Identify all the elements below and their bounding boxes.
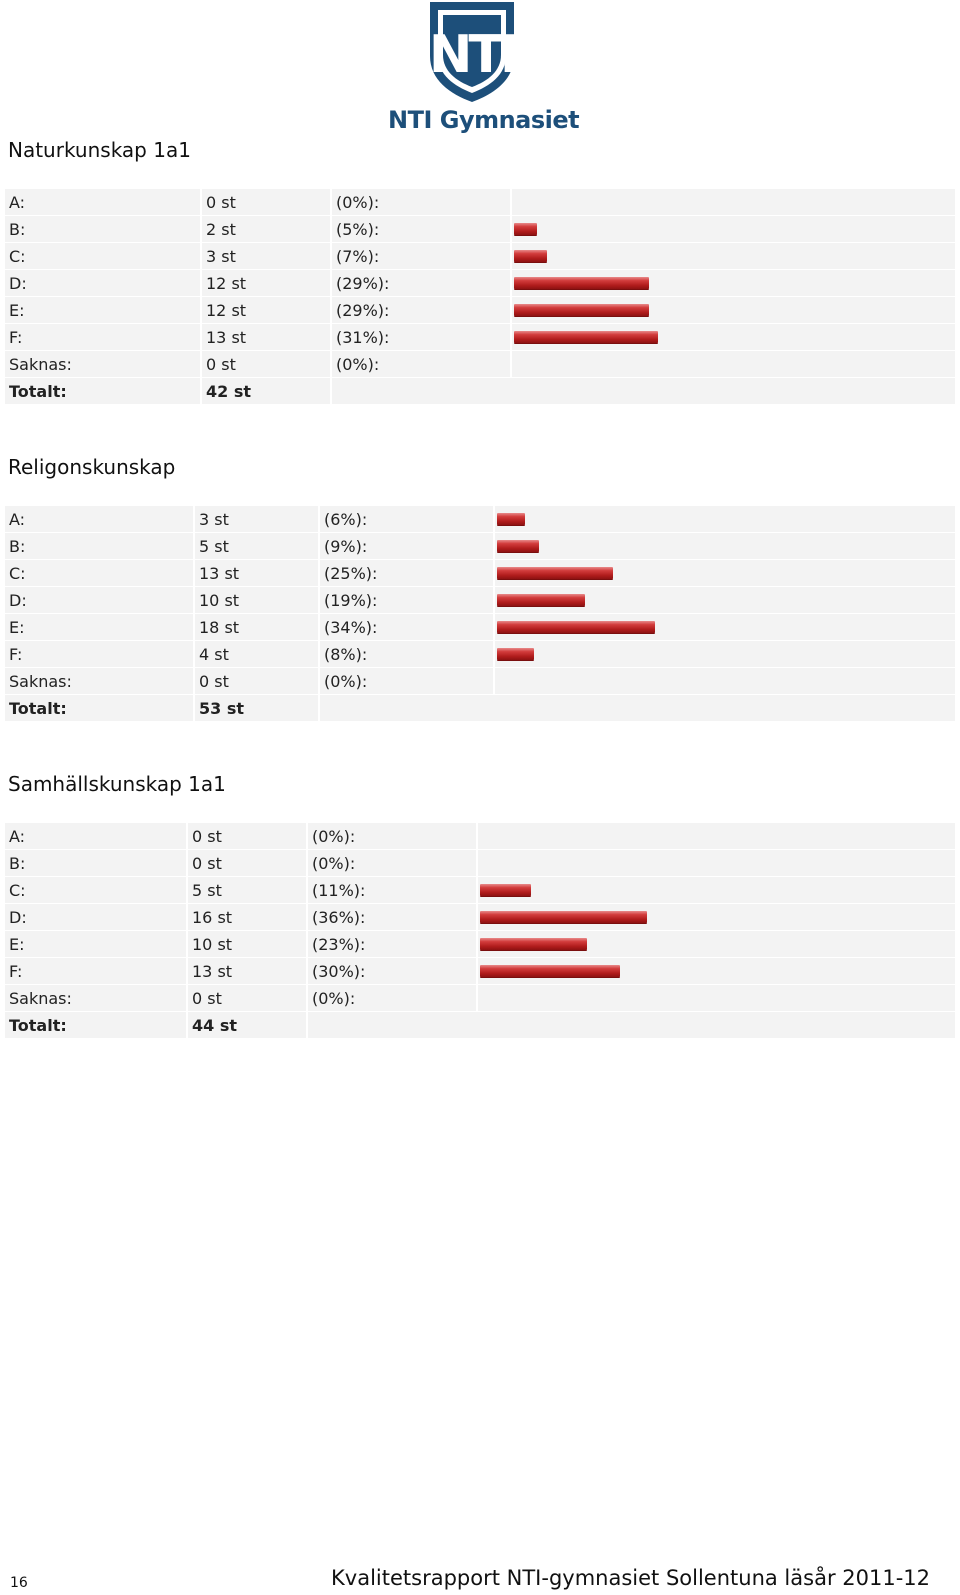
- total-row: [5, 378, 955, 404]
- grade-count: 0 st: [188, 985, 308, 1011]
- grade-percent: (11%):: [308, 877, 478, 903]
- bar-cell: [512, 189, 955, 215]
- total-spacer: [478, 1012, 955, 1038]
- grade-bar: [497, 567, 613, 579]
- table-row: [5, 560, 955, 586]
- grade-bar: [497, 594, 585, 606]
- grade-label: E:: [5, 931, 188, 957]
- grade-count: 13 st: [188, 958, 308, 984]
- grade-count: 5 st: [188, 877, 308, 903]
- grade-label: B:: [5, 216, 202, 242]
- footer-title: Kvalitetsrapport NTI-gymnasiet Sollentuna läsår 2011-12: [331, 1566, 930, 1590]
- section-title: Samhällskunskap 1a1: [8, 772, 226, 796]
- grade-label: A:: [5, 823, 188, 849]
- grade-percent: (36%):: [308, 904, 478, 930]
- total-count: 53 st: [195, 695, 320, 721]
- nti-shield-icon: [388, 0, 568, 104]
- grade-percent: (0%):: [308, 823, 478, 849]
- table-row: [5, 931, 955, 957]
- table-row: [5, 324, 955, 350]
- grade-percent: (25%):: [320, 560, 495, 586]
- table-row: [5, 297, 955, 323]
- table-row: [5, 823, 955, 849]
- section-title: Religonskunskap: [8, 455, 176, 479]
- grade-label: D:: [5, 587, 195, 613]
- bar-cell: [495, 614, 955, 640]
- grade-percent: (31%):: [332, 324, 512, 350]
- table-row: [5, 587, 955, 613]
- total-row: [5, 1012, 955, 1038]
- grade-bar: [480, 911, 647, 923]
- grade-count: 0 st: [202, 351, 332, 377]
- table-row: [5, 351, 955, 377]
- grade-count: 3 st: [195, 506, 320, 532]
- bar-cell: [495, 533, 955, 559]
- bar-cell: [495, 668, 955, 694]
- total-count: 42 st: [202, 378, 332, 404]
- bar-cell: [478, 823, 955, 849]
- grade-bar: [480, 938, 587, 950]
- table-row: [5, 614, 955, 640]
- grade-label: F:: [5, 324, 202, 350]
- grade-bar: [514, 277, 649, 289]
- grade-percent: (7%):: [332, 243, 512, 269]
- grade-bar: [480, 965, 620, 977]
- table-row: [5, 243, 955, 269]
- bar-cell: [512, 216, 955, 242]
- bar-cell: [512, 351, 955, 377]
- bar-cell: [512, 270, 955, 296]
- grade-count: 0 st: [202, 189, 332, 215]
- bar-cell: [478, 904, 955, 930]
- table-row: [5, 668, 955, 694]
- grade-bar: [497, 648, 534, 660]
- grade-label: Saknas:: [5, 985, 188, 1011]
- grade-bar: [497, 621, 655, 633]
- bar-cell: [512, 324, 955, 350]
- grade-label: C:: [5, 243, 202, 269]
- grade-label: C:: [5, 877, 188, 903]
- table-row: [5, 270, 955, 296]
- grade-count: 0 st: [195, 668, 320, 694]
- grade-percent: (5%):: [332, 216, 512, 242]
- grade-count: 4 st: [195, 641, 320, 667]
- bar-cell: [495, 506, 955, 532]
- total-count: 44 st: [188, 1012, 308, 1038]
- grade-label: A:: [5, 506, 195, 532]
- grade-label: Saknas:: [5, 668, 195, 694]
- grade-percent: (0%):: [332, 189, 512, 215]
- table-row: [5, 850, 955, 876]
- grade-label: D:: [5, 270, 202, 296]
- grade-bar: [514, 223, 537, 235]
- total-spacer: [512, 378, 955, 404]
- grade-count: 0 st: [188, 823, 308, 849]
- table-row: [5, 506, 955, 532]
- bar-cell: [478, 931, 955, 957]
- total-spacer: [332, 378, 512, 404]
- logo-mark-letters: NTI: [428, 25, 516, 85]
- bar-cell: [512, 243, 955, 269]
- table-row: [5, 904, 955, 930]
- grade-count: 5 st: [195, 533, 320, 559]
- bar-cell: [478, 850, 955, 876]
- grade-percent: (34%):: [320, 614, 495, 640]
- table-row: [5, 189, 955, 215]
- grade-percent: (0%):: [308, 850, 478, 876]
- table-row: [5, 958, 955, 984]
- table-row: [5, 877, 955, 903]
- total-label: Totalt:: [5, 378, 202, 404]
- grade-percent: (8%):: [320, 641, 495, 667]
- table-row: [5, 985, 955, 1011]
- total-spacer: [495, 695, 955, 721]
- grade-percent: (29%):: [332, 270, 512, 296]
- logo-text: NTI Gymnasiet: [388, 106, 580, 134]
- grade-bar: [497, 513, 525, 525]
- total-row: [5, 695, 955, 721]
- grade-percent: (23%):: [308, 931, 478, 957]
- grade-count: 3 st: [202, 243, 332, 269]
- grade-label: E:: [5, 297, 202, 323]
- bar-cell: [478, 958, 955, 984]
- grade-table: [5, 505, 955, 722]
- grade-label: C:: [5, 560, 195, 586]
- grade-percent: (9%):: [320, 533, 495, 559]
- grade-label: E:: [5, 614, 195, 640]
- grade-percent: (19%):: [320, 587, 495, 613]
- page-number: 16: [10, 1575, 28, 1591]
- grade-count: 0 st: [188, 850, 308, 876]
- grade-label: F:: [5, 958, 188, 984]
- grade-table: [5, 188, 955, 405]
- grade-percent: (0%):: [320, 668, 495, 694]
- table-row: [5, 216, 955, 242]
- table-row: [5, 533, 955, 559]
- grade-bar: [480, 884, 531, 896]
- total-label: Totalt:: [5, 695, 195, 721]
- grade-percent: (29%):: [332, 297, 512, 323]
- total-spacer: [320, 695, 495, 721]
- bar-cell: [495, 641, 955, 667]
- grade-table: [5, 822, 955, 1039]
- grade-percent: (0%):: [308, 985, 478, 1011]
- grade-bar: [497, 540, 539, 552]
- grade-percent: (0%):: [332, 351, 512, 377]
- grade-label: Saknas:: [5, 351, 202, 377]
- total-spacer: [308, 1012, 478, 1038]
- bar-cell: [478, 985, 955, 1011]
- grade-count: 13 st: [195, 560, 320, 586]
- section-title: Naturkunskap 1a1: [8, 138, 191, 162]
- nti-logo: [388, 0, 580, 140]
- table-row: [5, 641, 955, 667]
- grade-label: A:: [5, 189, 202, 215]
- grade-bar: [514, 304, 649, 316]
- grade-count: 16 st: [188, 904, 308, 930]
- grade-count: 2 st: [202, 216, 332, 242]
- bar-cell: [495, 587, 955, 613]
- bar-cell: [512, 297, 955, 323]
- grade-count: 12 st: [202, 297, 332, 323]
- total-label: Totalt:: [5, 1012, 188, 1038]
- grade-count: 10 st: [195, 587, 320, 613]
- grade-count: 13 st: [202, 324, 332, 350]
- grade-percent: (6%):: [320, 506, 495, 532]
- grade-count: 10 st: [188, 931, 308, 957]
- grade-label: F:: [5, 641, 195, 667]
- grade-label: B:: [5, 533, 195, 559]
- bar-cell: [495, 560, 955, 586]
- grade-bar: [514, 250, 547, 262]
- grade-label: B:: [5, 850, 188, 876]
- grade-count: 18 st: [195, 614, 320, 640]
- grade-bar: [514, 331, 658, 343]
- grade-count: 12 st: [202, 270, 332, 296]
- bar-cell: [478, 877, 955, 903]
- grade-percent: (30%):: [308, 958, 478, 984]
- grade-label: D:: [5, 904, 188, 930]
